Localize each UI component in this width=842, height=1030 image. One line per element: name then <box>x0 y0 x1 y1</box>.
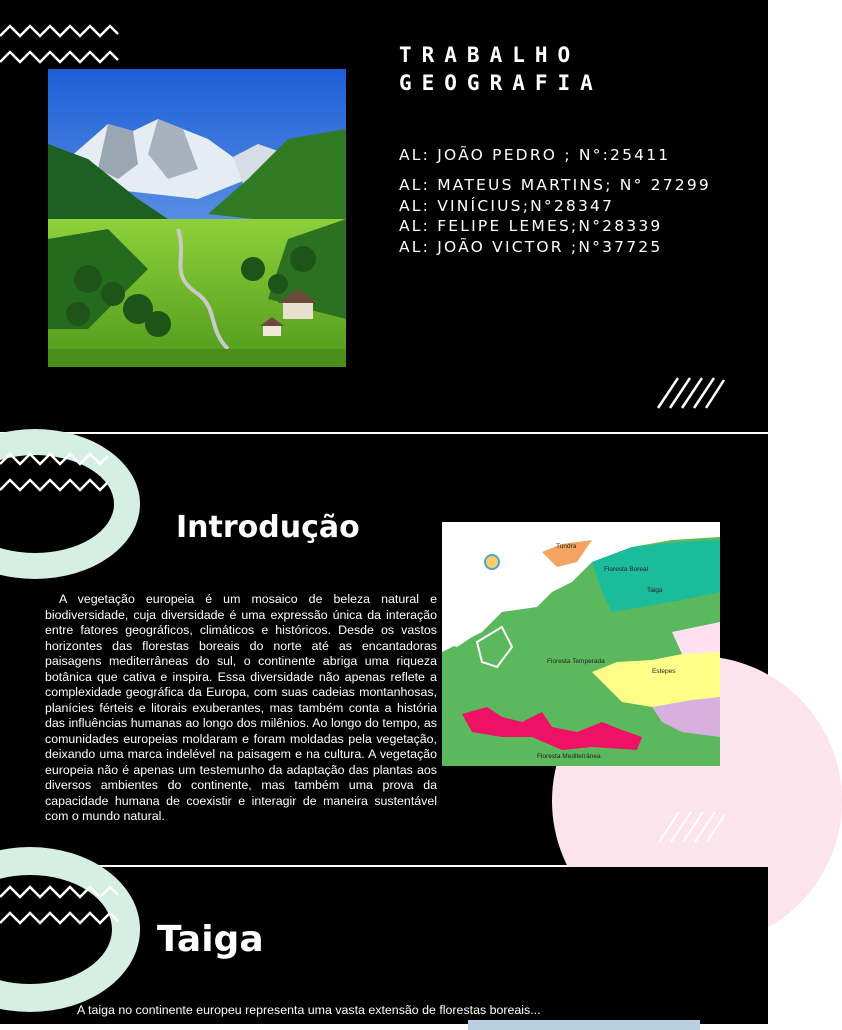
map-label-tundra: Tundra <box>556 543 577 550</box>
map-label-taiga: Taiga <box>647 587 663 594</box>
zigzag-decoration <box>0 22 118 70</box>
zigzag-decoration <box>0 450 108 496</box>
slash-decoration <box>657 810 727 844</box>
section-heading: Introdução <box>176 510 360 545</box>
slash-decoration <box>656 376 726 410</box>
map-label-estepes: Estepes <box>652 668 676 675</box>
slide-taiga <box>0 867 768 1024</box>
intro-paragraph: A vegetação europeia é um mosaico de beleza natural e biodiversidade, cuja diversidade é uma expressão única da interação entre fatores geográficos, climáticos e históricos. Desde os vastos horizontes das florestas boreais do norte até as encantadoras paisagens mediterrâneas do sul, o continente abriga uma riqueza botânica que cativa e inspira. Essa diversidade não apenas reflete a complexidade geográfica da Europa, com suas cadeias montanhosas, planícies férteis e litorais exuberantes, mas também conta a história das influências humanas ao longo dos milênios. Ao longo do tempo, as comunidades europeias moldaram e foram moldadas pela vegetação, deixando uma marca indelével na paisagem e na cultura. A vegetação europeia não é apenas um testemunho da adaptação das plantas aos diversos ambientes do continente, mas também uma prova da capacidade humana de coexistir e interagir de maneira sustentável com o mundo natural. <box>45 592 437 823</box>
slide-cover <box>0 0 768 432</box>
taiga-paragraph: A taiga no continente europeu representa uma vasta extensão de florestas boreais... <box>77 1003 541 1017</box>
zigzag-decoration <box>0 883 118 929</box>
mountain-valley-photo <box>48 69 346 367</box>
student-entry: AL: FELIPE LEMES;N°28339 <box>399 217 663 235</box>
section-heading: Taiga <box>157 919 264 960</box>
map-label-temperada: Floresta Temperada <box>547 658 605 665</box>
student-entry: AL: MATEUS MARTINS; N° 27299 <box>399 176 711 194</box>
europe-vegetation-map <box>442 522 720 766</box>
map-label-boreal: Floresta Boreal <box>604 566 649 573</box>
student-entry: AL: VINÍCIUS;N°28347 <box>399 197 615 215</box>
student-entry: AL: JOÃO PEDRO ; N°:25411 <box>399 146 671 164</box>
title-line-2: GEOGRAFIA <box>399 71 603 95</box>
page-title <box>399 41 603 97</box>
taiga-photo <box>468 1020 700 1030</box>
mint-ring-decoration <box>0 847 140 1012</box>
map-label-mediterranea: Floresta Mediterrânea <box>537 753 601 760</box>
title-line-1: TRABALHO <box>399 43 581 67</box>
slide-introduction <box>0 434 768 865</box>
student-entry: AL: JOÃO VICTOR ;N°37725 <box>399 238 663 256</box>
